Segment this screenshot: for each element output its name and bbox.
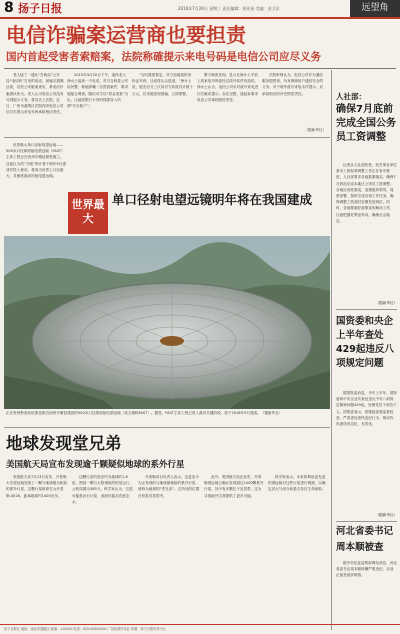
military-body [336, 390, 397, 512]
hebei-body [336, 560, 397, 626]
personnel-kicker: 人社部： [336, 92, 366, 101]
divider [4, 137, 330, 138]
lead-paragraph: 法院审理认为，电信公司作为通信服务提供者，负有保障用户通信安全的义务。对于境外改号来电未作提示，应承担相应的补充赔偿责任。 [262, 73, 324, 96]
fast-photo-caption [6, 411, 326, 425]
personnel-headline: 确保7月底前完成全国公务员工资调整 [336, 104, 396, 143]
lead-column-4 [197, 72, 259, 134]
divider [4, 68, 396, 69]
column-divider [331, 70, 332, 630]
masthead-logo: 扬子日报 [18, 2, 62, 15]
military-paragraph: 据国资委消息，今年上半年，国资委和中央企业共查处违反中央八项规定精神问题429起，处理党员干部若干人。国资委表示，将继续加强监督检查，严肃查处顶风违纪行为，推动作风建设常态化、长效化。 [336, 391, 397, 427]
divider [4, 427, 330, 428]
footer-imprint: 扬子日报社 地址：南京市建邺区 邮编：210000 电话：025-00000000 广告经营许可证 印刷：扬子日报印务中心 [4, 627, 166, 631]
earth-column-3 [138, 474, 200, 620]
personnel-body [336, 162, 397, 300]
fast-telescope-photo [4, 236, 330, 409]
lead-credit: （据新华社） [304, 128, 326, 132]
lead-subheadline: 国内首起受害者索赔案，法院称確提示来电号码是电信公司应尽义务 [6, 51, 321, 63]
fast-headline: 单口径射电望远镜明年将在我国建成 [112, 192, 313, 207]
hebei-headline: 河北省委书记周本顺被查 [336, 526, 394, 553]
lead-paragraph: 2015年3月20日下午，退休老人徐女士接到一个电话，对方自称是公安局民警，称她涉嫌一宗洗钱案件，要求她配合调查。随后对方以“资金清查”为由，让她将银行卡内的钱款转入所谓“安全账户”。 [67, 73, 129, 109]
lead-column-5 [262, 72, 326, 134]
header-rule [0, 17, 400, 19]
divider [336, 521, 397, 522]
military-credit: （据新华社） [375, 513, 397, 517]
earth-subheadline: 美国航天局宣布发现逾千颗疑似地球的系外行星 [6, 460, 185, 470]
divider [336, 309, 397, 310]
page-number: 8 [4, 0, 14, 16]
earth-column-1 [6, 474, 68, 620]
earth-column-5 [268, 474, 328, 620]
earth-paragraph: 美国航天局7月23日宣布，开普勒太空望远镜发现了一颗与地球极为相似的系外行星，这颗行星被命名为开普勒-452b，距离地球约1400光年。 [6, 475, 68, 498]
footer-rule [0, 624, 400, 625]
lead-column-3 [132, 72, 194, 134]
world-largest-badge: 世界最大 [68, 192, 108, 234]
military-headline: 国资委和央企上半年查处429起违反八项规定问题 [336, 316, 394, 369]
hebei-paragraph: 据中央纪委监察部网站消息，河北省委书记周本顺涉嫌严重违纪，目前正接受组织调查。 [336, 561, 397, 578]
lead-paragraph: 老人接了一通从“吾威局”公安局“电话转”打来的电话，被骗走数额巨款，后经公安破案查实，系电信诈骗团伙所为。老人认为电信公司没有尽到提示义务，将其告上法院。近日，广州市番禺区法院判决电信公司应对未提示来电号码承担相应责任。 [6, 73, 64, 115]
earth-column-2 [72, 474, 134, 620]
fast-paragraph: 世界最大单口径射电望远镜——500米口径球面射电望远镜（FAST）主体工程正在贵州平塘县紧张施工。这座巨大的“天眼”预计将于明年9月建成并投入使用，将成为世界上口径最大、灵敏度最高的射电望远镜。 [6, 143, 66, 179]
lead-column-2 [67, 72, 129, 134]
lead-column-1 [6, 72, 64, 134]
header-meta: 2016年7月20日 星期三 责任编辑：胡亚星 美编：金卫东 [178, 6, 280, 11]
earth-paragraph: 开普勒项目负责人表示，这是迄今为止发现的与地球最相似的系外行星，被称为地球的“堂兄弟”。它所处的位置在恒星宜居带内。 [138, 475, 200, 498]
lead-paragraph: “当时我很着急，对方知道我的身份证号码，还说得头头是道。”徐女士说，她先后分三次向对方转账共计数十万元。后来她发现被骗，立即报警。 [132, 73, 194, 96]
caption-text: 正在贵州黔南布依族苗族自治州平塘县建设的500米口径球面射电望远镜（英文简称FAST）。据悉，FAST主体工程已进入最后关键阶段，将于2016年9月建成。（据新华社） [6, 411, 283, 415]
personnel-credit: （据新华社） [375, 301, 397, 305]
earth-paragraph: 科学家表示，未来将利用更先进的望远镜对这些行星进行观测，以确定其大气成分和是否存在生命迹象。 [268, 475, 326, 492]
earth-column-4 [204, 474, 264, 620]
section-tab: 远望角 [350, 0, 400, 17]
lead-headline: 电信诈骗案运营商也要担责 [6, 23, 246, 47]
earth-headline: 地球发现堂兄弟 [6, 434, 122, 453]
lead-paragraph: 警方调查发现，显示在徐女士手机上的来电号码是经过改号软件伪造的。徐女士认为，电信公司未对改号来电进行拦截或提示，存在过错，遂起诉要求电信公司承担赔偿责任。 [197, 73, 259, 102]
earth-paragraph: 此外，美国航天局还宣布，开普勒望远镜已确认发现超过1000颗系外行星，其中有多颗位于宜居带，这为寻找地外生命提供了更多可能。 [204, 475, 264, 498]
earth-paragraph: 这颗行星的直径约为地球的1.6倍，围绕一颗与太阳相似的恒星运行，公转周期为385天。科学家认为，它很可能是岩石行星，表面可能存在液态水。 [72, 475, 134, 504]
personnel-paragraph: 记者从人社部获悉，机关事业单位基本工资标准调整工作正在有序推进，人社部要求各地抓紧落实，确保7月底前完成本地区公务员工资调整，各地应高度重视，加强组织领导，周密部署，按时完成各项工作任务，确保调整工资及时足额发放到位。同时，各地要做好政策宣传解读工作，注意把握好舆论导向，确保社会稳定。 [336, 163, 397, 223]
fast-side-text [6, 142, 66, 230]
